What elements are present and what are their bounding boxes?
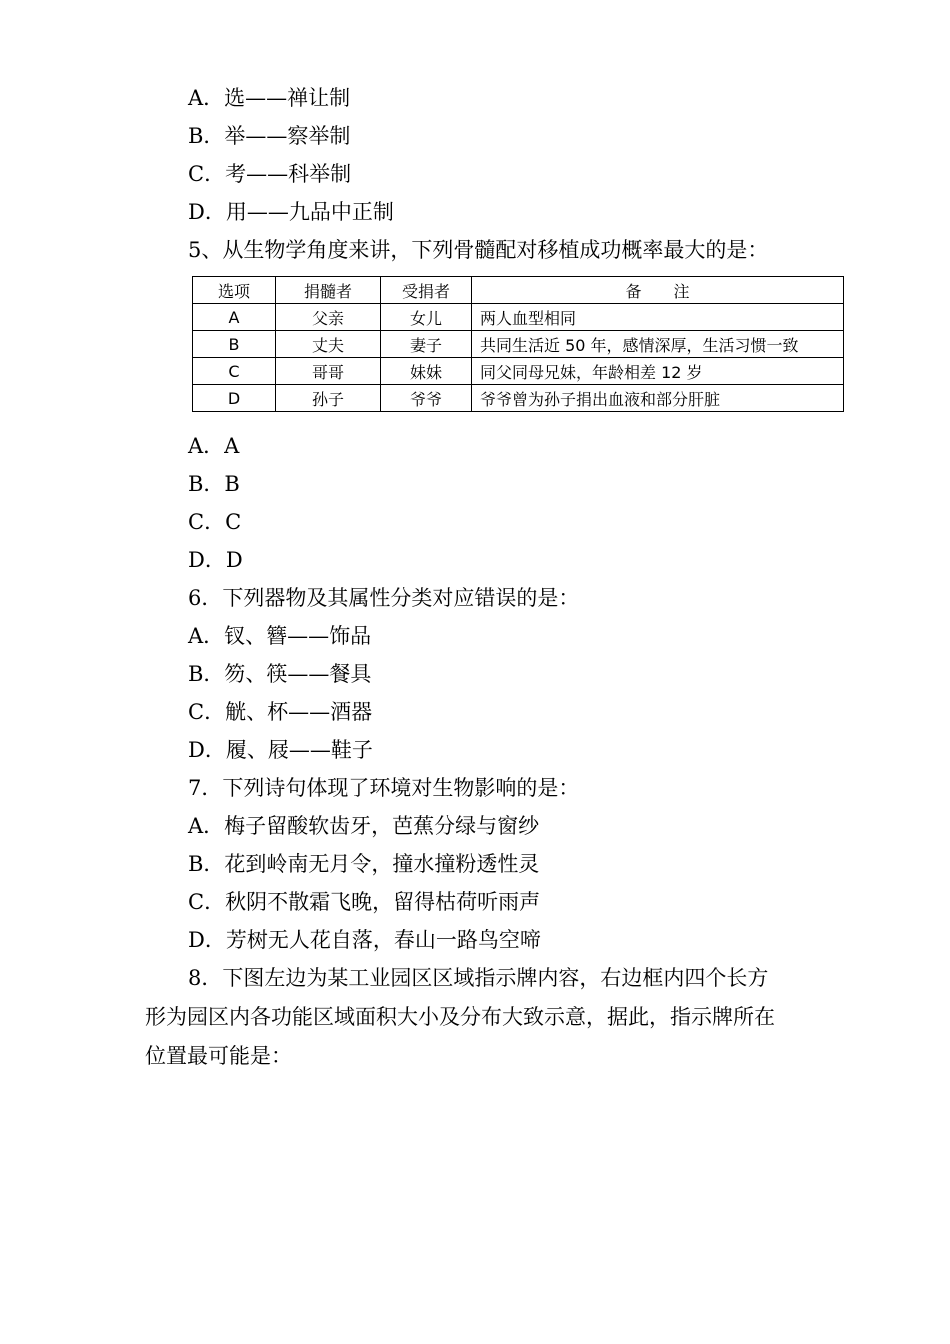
table-cell: D — [193, 385, 276, 412]
q5-stem: 5、从生物学角度来讲，下列骨髓配对移植成功概率最大的是： — [188, 238, 769, 262]
table-cell: B — [193, 331, 276, 358]
q8-line-1: 8．下图左边为某工业园区区域指示牌内容，右边框内四个长方 — [188, 966, 769, 990]
table-header: 备 注 — [472, 277, 844, 304]
table-row — [193, 358, 844, 385]
table-cell: 爷爷曾为孙子捐出血液和部分肝脏 — [472, 385, 844, 412]
table-row — [193, 331, 844, 358]
table-cell: 父亲 — [276, 304, 381, 331]
table-cell: 妻子 — [381, 331, 472, 358]
q7-option-c: C．秋阴不散霜飞晚，留得枯荷听雨声 — [188, 890, 541, 914]
q7-option-a: A．梅子留酸软齿牙，芭蕉分绿与窗纱 — [188, 814, 540, 838]
table-cell: 同父同母兄妹，年龄相差 12 岁 — [472, 358, 844, 385]
table-cell: 孙子 — [276, 385, 381, 412]
table-header: 选项 — [193, 277, 276, 304]
table-cell: C — [193, 358, 276, 385]
table-cell: 女儿 — [381, 304, 472, 331]
q4-option-a: A．选——禅让制 — [188, 86, 351, 110]
table-cell: 丈夫 — [276, 331, 381, 358]
table-row — [193, 304, 844, 331]
table-cell: 共同生活近 50 年，感情深厚，生活习惯一致 — [472, 331, 844, 358]
table-header-row — [193, 277, 844, 304]
q4-option-c: C．考——科举制 — [188, 162, 352, 186]
table-cell: 哥哥 — [276, 358, 381, 385]
table-row — [193, 385, 844, 412]
q7-option-b: B．花到岭南无月令，撞水撞粉透性灵 — [188, 852, 540, 876]
q7-stem: 7．下列诗句体现了环境对生物影响的是： — [188, 776, 580, 800]
q6-stem: 6．下列器物及其属性分类对应错误的是： — [188, 586, 580, 610]
table-cell: 爷爷 — [381, 385, 472, 412]
q5-option-a: A．A — [188, 434, 240, 458]
q6-option-a: A．钗、簪——饰品 — [188, 624, 372, 648]
q5-option-d: D．D — [188, 548, 243, 572]
q4-option-d: D．用——九品中正制 — [188, 200, 394, 224]
q4-option-b: B．举——察举制 — [188, 124, 351, 148]
table-header: 受捐者 — [381, 277, 472, 304]
table-cell: 妹妹 — [381, 358, 472, 385]
q6-option-c: C．觥、杯——酒器 — [188, 700, 373, 724]
q5-option-b: B．B — [188, 472, 240, 496]
q7-option-d: D．芳树无人花自落，春山一路鸟空啼 — [188, 928, 541, 952]
q6-option-b: B．笏、筷——餐具 — [188, 662, 372, 686]
table-cell: A — [193, 304, 276, 331]
q8-line-3: 位置最可能是： — [145, 1044, 292, 1068]
q6-option-d: D．履、屐——鞋子 — [188, 738, 373, 762]
q8-line-2: 形为园区内各功能区域面积大小及分布大致示意，据此，指示牌所在 — [145, 1005, 775, 1029]
table-cell: 两人血型相同 — [472, 304, 844, 331]
table-header: 捐髓者 — [276, 277, 381, 304]
bone-marrow-table — [192, 276, 844, 412]
q5-option-c: C．C — [188, 510, 242, 534]
